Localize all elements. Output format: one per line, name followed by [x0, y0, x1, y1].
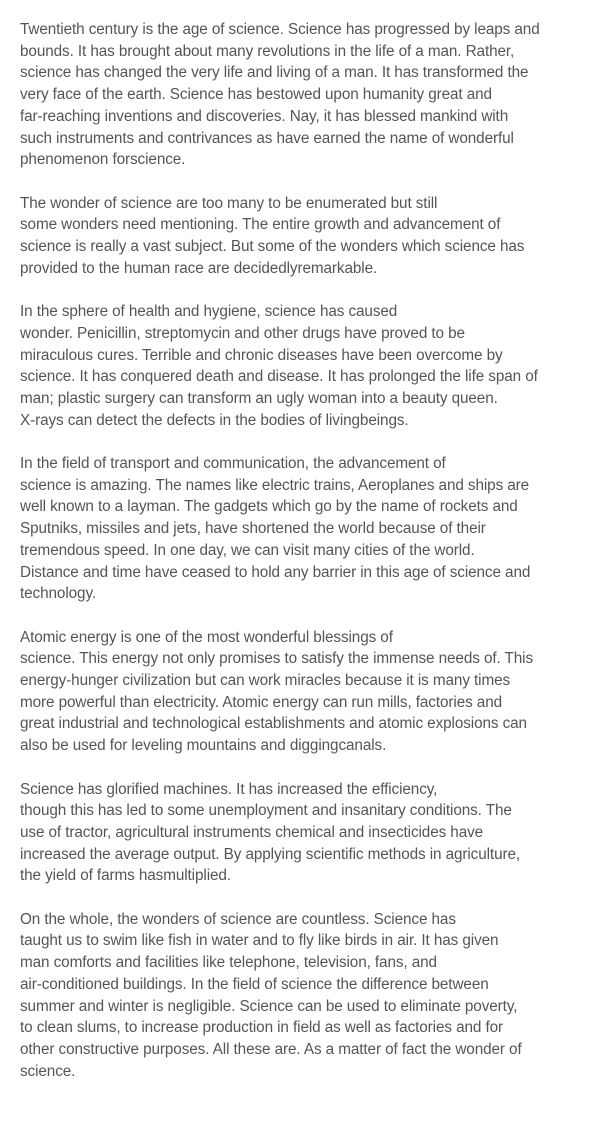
paragraph	[20, 627, 600, 757]
text-line: taught us to swim like fish in water and to fly like birds in air. It has given	[20, 932, 499, 950]
paragraph	[20, 19, 600, 171]
text-line: bounds. It has brought about many revolutions in the life of a man. Rather,	[20, 42, 515, 60]
text-line: though this has led to some unemployment and insanitary conditions. The	[20, 802, 512, 820]
text-line: tremendous speed. In one day, we can visit many cities of the world.	[20, 541, 475, 559]
text-line: more powerful than electricity. Atomic energy can run mills, factories and	[20, 693, 503, 711]
text-line: well known to a layman. The gadgets which go by the name of rockets and	[20, 498, 518, 516]
text-line: wonder. Penicillin, streptomycin and other drugs have proved to be	[20, 324, 465, 342]
text-line: great industrial and technological establishments and atomic explosions can	[20, 715, 527, 733]
text-line: On the whole, the wonders of science are countless. Science has	[20, 910, 456, 928]
text-line: use of tractor, agricultural instruments chemical and insecticides have	[20, 823, 484, 841]
text-line: increased the average output. By applying scientific methods in agriculture,	[20, 845, 521, 863]
text-line: Science has glorified machines. It has increased the efficiency,	[20, 780, 438, 798]
text-line: very face of the earth. Science has bestowed upon humanity great and	[20, 86, 492, 104]
paragraph	[20, 301, 600, 431]
text-line: to clean slums, to increase production in field as well as factories and for	[20, 1019, 503, 1037]
text-line: Sputniks, missiles and jets, have shortened the world because of their	[20, 520, 486, 538]
text-line: In the sphere of health and hygiene, science has caused	[20, 303, 398, 321]
text-line: air-conditioned buildings. In the field of science the difference between	[20, 975, 489, 993]
text-line: some wonders need mentioning. The entire growth and advancement of	[20, 216, 501, 234]
paragraph	[20, 909, 600, 1083]
paragraph	[20, 779, 600, 888]
text-line: energy-hunger civilization but can work miracles because it is many times	[20, 672, 511, 690]
text-line: phenomenon forscience.	[20, 151, 186, 169]
text-line: science. It has conquered death and disease. It has prolonged the life span of	[20, 368, 538, 386]
text-line: science is amazing. The names like electric trains, Aeroplanes and ships are	[20, 476, 530, 494]
text-line: miraculous cures. Terrible and chronic diseases have been overcome by	[20, 346, 503, 364]
text-line: technology.	[20, 585, 97, 603]
text-line: science. This energy not only promises to satisfy the immense needs of. This	[20, 650, 534, 668]
paragraph	[20, 193, 600, 280]
text-line: The wonder of science are too many to be enumerated but still	[20, 194, 438, 212]
text-line: man; plastic surgery can transform an ugly woman into a beauty queen.	[20, 389, 498, 407]
text-line: far-reaching inventions and discoveries. Nay, it has blessed mankind with	[20, 107, 509, 125]
text-line: X-rays can detect the defects in the bodies of livingbeings.	[20, 411, 409, 429]
text-line: science.	[20, 1062, 76, 1080]
text-line: science has changed the very life and living of a man. It has transformed the	[20, 64, 529, 82]
text-line: Atomic energy is one of the most wonderful blessings of	[20, 628, 393, 646]
paragraph	[20, 453, 600, 605]
text-line: Distance and time have ceased to hold any barrier in this age of science and	[20, 563, 531, 581]
text-line: also be used for leveling mountains and diggingcanals.	[20, 737, 387, 755]
text-line: provided to the human race are decidedlyremarkable.	[20, 259, 378, 277]
text-line: such instruments and contrivances as have earned the name of wonderful	[20, 129, 514, 147]
text-line: summer and winter is negligible. Science can be used to eliminate poverty,	[20, 997, 518, 1015]
text-line: science is really a vast subject. But some of the wonders which science has	[20, 238, 525, 256]
text-line: other constructive purposes. All these are. As a matter of fact the wonder of	[20, 1040, 522, 1058]
text-line: the yield of farms hasmultiplied.	[20, 867, 231, 885]
text-line: Twentieth century is the age of science. Science has progressed by leaps and	[20, 21, 540, 38]
text-line: man comforts and facilities like telephone, television, fans, and	[20, 954, 437, 972]
text-line: In the field of transport and communication, the advancement of	[20, 455, 446, 473]
